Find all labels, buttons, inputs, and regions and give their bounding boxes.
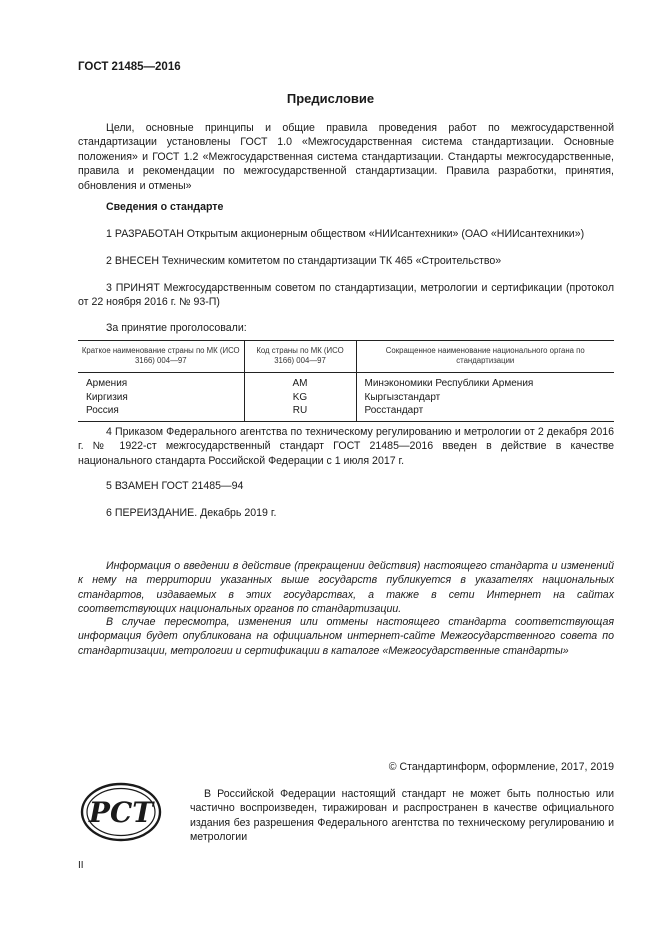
table-cell-country: Армения	[86, 378, 128, 389]
info-paragraph-2: В случае пересмотра, изменения или отмены настоящего стандарта соответствующая информация будет опубликована на официальном интернет-сайте Межгосударственного совета по стандартизации, метрологии и сертификации в каталоге «Межгосударственные стандарты»	[78, 616, 614, 657]
table-header-country: Краткое наименование страны по МК (ИСО 3166) 004—97	[78, 341, 244, 373]
table-cell-country: Россия	[78, 404, 244, 421]
intro-paragraph: Цели, основные принципы и общие правила проведения работ по межгосударственной стандартизации установлены ГОСТ 1.0 «Межгосударственная система стандартизации. Основные положения» и ГОСТ 1.2 «Межгосударственная система стандартизации. Стандарты межгосударственные, правила и рекомендации по межгосударственной стандартизации. Правила разработки, принятия, обновления и отмены»	[78, 122, 614, 192]
voting-table	[78, 340, 614, 422]
table-cell-country: Киргизия	[86, 391, 128, 403]
table-cell-body: Минэкономики Республики Армения	[356, 373, 614, 391]
table-cell-code: KG	[244, 391, 356, 405]
table-header-code: Код страны по МК (ИСО 3166) 004—97	[244, 341, 356, 373]
copyright-notice: В Российской Федерации настоящий стандарт не может быть полностью или частично воспроизведен, тиражирован и распространен в качестве официального издания без разрешения Федерального агентства по техническому регулированию и метрологии	[190, 788, 614, 844]
voted-label: За принятие проголосовали:	[106, 322, 247, 334]
rst-logo-icon	[80, 782, 162, 842]
table-row	[78, 373, 614, 391]
copyright: © Стандартинформ, оформление, 2017, 2019	[388, 761, 614, 773]
item-1: 1 РАЗРАБОТАН Открытым акционерным обществом «НИИсантехники» (ОАО «НИИсантехники»)	[106, 228, 585, 240]
item-6: 6 ПЕРЕИЗДАНИЕ. Декабрь 2019 г.	[106, 507, 277, 519]
table-row	[78, 404, 614, 421]
table-cell-body: Кыргызстандарт	[356, 391, 614, 405]
table-row	[78, 391, 614, 405]
logo-lettering: РСТ	[88, 796, 154, 829]
item-2: 2 ВНЕСЕН Техническим комитетом по стандартизации ТК 465 «Строительство»	[106, 255, 502, 267]
item-3: 3 ПРИНЯТ Межгосударственным советом по стандартизации, метрологии и сертификации (протокол от 22 ноября 2016 г. № 93-П)	[78, 282, 614, 309]
section-heading: Сведения о стандарте	[106, 201, 224, 213]
table-cell-code: AM	[244, 373, 356, 391]
table-header-body: Сокращенное наименование национального органа по стандартизации	[356, 341, 614, 373]
table-cell-body: Росстандарт	[356, 404, 614, 421]
table-cell-code: RU	[244, 404, 356, 421]
page-title: Предисловие	[286, 91, 375, 106]
item-4: 4 Приказом Федерального агентства по техническому регулированию и метрологии от 2 декабря 2016 г. № 1922-ст межгосударственный стандарт ГОСТ 21485—2016 введен в действие в качестве национального стандарта Российской Федерации с 1 июля 2017 г.	[78, 426, 614, 467]
page-number: II	[78, 860, 84, 871]
rst-logo	[80, 782, 162, 842]
document-header: ГОСТ 21485—2016	[78, 61, 181, 73]
info-paragraph-1: Информация о введении в действие (прекращении действия) настоящего стандарта и изменений к нему на территории указанных выше государств публикуется в указателях национальных стандартов, издаваемых в этих государствах, а также в сети Интернет на сайтах соответствующих национальных органов по стандартизации.	[78, 560, 614, 616]
item-5: 5 ВЗАМЕН ГОСТ 21485—94	[106, 480, 244, 492]
